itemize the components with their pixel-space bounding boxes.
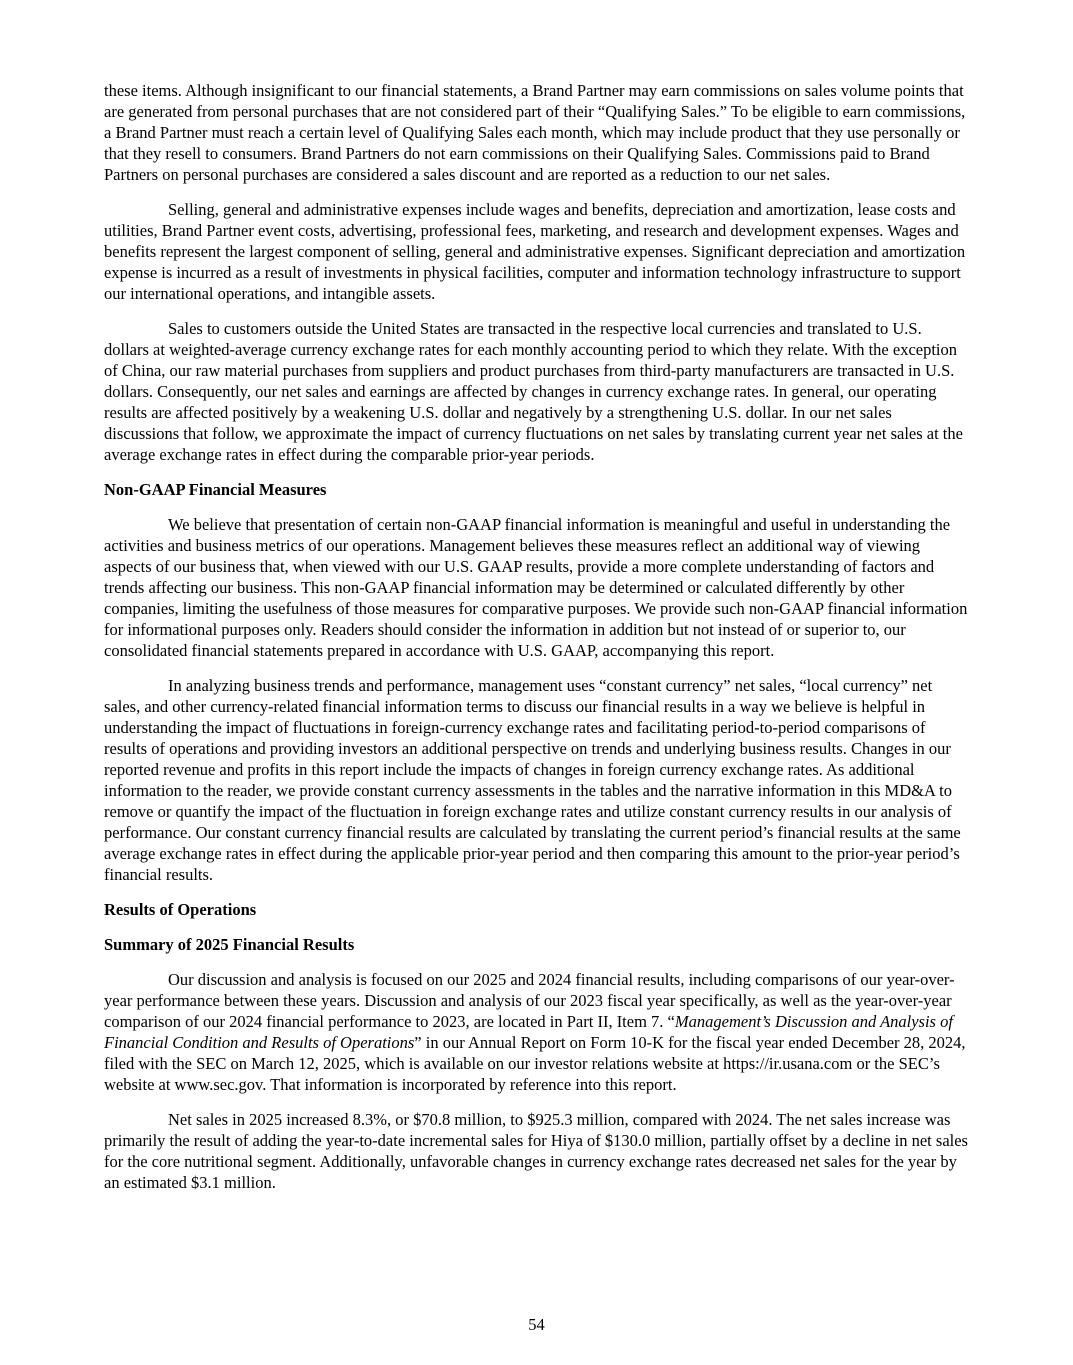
summary-text-before-title: Our discussion and analysis is focused on our 2025 and 2024 financial results, including comparisons of our year-over-year performance between these years. Discussion and analysis of our 2023 fiscal year specifically, as well as the year-over-year comparison of our 2024 financial performance to 2023, are located in Part II, Item 7. “ [104,970,955,1031]
paragraph-constant-currency: In analyzing business trends and performance, management uses “constant currency” net sales, “local currency” net sales, and other currency-related financial information terms to discuss our financial results in a way we believe is helpful in understanding the impact of fluctuations in foreign-currency exchange rates and facilitating period-to-period comparisons of results of operations and providing investors an additional perspective on trends and underlying business results. Changes in our reported revenue and profits in this report include the impacts of changes in foreign currency exchange rates. As additional information to the reader, we provide constant currency assessments in the tables and the narrative information in this MD&A to remove or quantify the impact of the fluctuation in foreign exchange rates and utilize constant currency results in our analysis of performance. Our constant currency financial results are calculated by translating the current period’s financial results at the same average exchange rates in effect during the applicable prior-year period and then comparing this amount to the prior-year period’s financial results. [104,676,961,884]
paragraph-sga-expenses: Selling, general and administrative expenses include wages and benefits, depreciation and amortization, lease costs and utilities, Brand Partner event costs, advertising, professional fees, marketing, and research and development expenses. Wages and benefits represent the largest component of selling, general and administrative expenses. Significant depreciation and amortization expense is incurred as a result of investments in physical facilities, computer and information technology infrastructure to support our international operations, and intangible assets. [104,200,966,303]
heading-non-gaap-financial-measures: Non-GAAP Financial Measures [104,480,327,499]
paragraph-commissions-continuation: these items. Although insignificant to our financial statements, a Brand Partner may earn commissions on sales volume points that are generated from personal purchases that are not considered part of their “Qualifying Sales.” To be eligible to earn commissions, a Brand Partner must reach a certain level of Qualifying Sales each month, which may include product that they use personally or that they resell to consumers. Brand Partners do not earn commissions on their Qualifying Sales. Commissions paid to Brand Partners on personal purchases are considered a sales discount and are reported as a reduction to our net sales. [104,81,966,184]
summary-text-after-title: ” in our Annual Report on Form 10-K for the fiscal year ended December 28, 2024, filed with the SEC on March 12, 2025, which is available on our investor relations website at https://ir.usana.com or the SEC’s website at www.sec.gov. That information is incorporated by reference into this report. [104,1033,966,1094]
heading-results-of-operations: Results of Operations [104,900,257,919]
paragraph-currency-translation: Sales to customers outside the United States are transacted in the respective local currencies and translated to U.S. dollars at weighted-average currency exchange rates for each monthly accounting period to which they relate. With the exception of China, our raw material purchases from suppliers and product purchases from third-party manufacturers are transacted in U.S. dollars. Consequently, our net sales and earnings are affected by changes in currency exchange rates. In general, our operating results are affected positively by a weakening U.S. dollar and negatively by a strengthening U.S. dollar. In our net sales discussions that follow, we approximate the impact of currency fluctuations on net sales by translating current year net sales at the average exchange rates in effect during the comparable prior-year periods. [104,319,963,464]
page-number: 54 [528,1315,545,1334]
heading-summary-2025-financial-results: Summary of 2025 Financial Results [104,935,355,954]
paragraph-net-sales-2025: Net sales in 2025 increased 8.3%, or $70.8 million, to $925.3 million, compared with 2024. The net sales increase was primarily the result of adding the year-to-date incremental sales for Hiya of $130.0 million, partially offset by a decline in net sales for the core nutritional segment. Additionally, unfavorable changes in currency exchange rates decreased net sales for the year by an estimated $3.1 million. [104,1110,968,1192]
paragraph-non-gaap-belief: We believe that presentation of certain non-GAAP financial information is meaningful and useful in understanding the activities and business metrics of our operations. Management believes these measures reflect an additional way of viewing aspects of our business that, when viewed with our U.S. GAAP results, provide a more complete understanding of factors and trends affecting our business. This non-GAAP financial information may be determined or calculated differently by other companies, limiting the usefulness of those measures for comparative purposes. We provide such non-GAAP financial information for informational purposes only. Readers should consider the information in addition but not instead of or superior to, our consolidated financial statements prepared in accordance with U.S. GAAP, accompanying this report. [104,515,968,660]
paragraph-summary-discussion [104,969,970,1095]
summary-italic-report-title: Management’s Discussion and Analysis of Financial Condition and Results of Operations [104,1012,953,1052]
document-body [104,80,970,1207]
